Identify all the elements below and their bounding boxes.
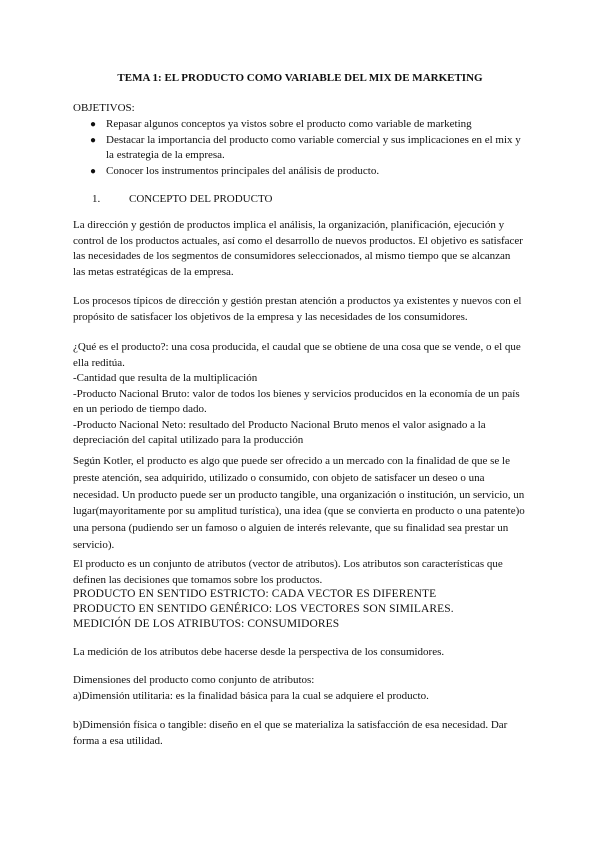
text-line: necesidad. Un producto puede ser un producto tangible, una organización o institución, un servicio, un — [73, 488, 525, 501]
document-title: TEMA 1: EL PRODUCTO COMO VARIABLE DEL MIX DE MARKETING — [117, 72, 483, 84]
objective-text: Destacar la importancia del producto como variable comercial y sus implicaciones en el mix y — [106, 133, 521, 146]
uppercase-statements — [73, 587, 533, 632]
objective-item — [73, 133, 533, 164]
paragraph-kotler — [73, 453, 533, 554]
bullet-icon: ● — [90, 119, 97, 130]
text-line: Según Kotler, el producto es algo que puede ser ofrecido a un mercado con la finalidad de que se le — [73, 455, 510, 467]
text-line: El producto es un conjunto de atributos (vector de atributos). Los atributos son características que — [73, 558, 503, 570]
section-heading — [92, 192, 552, 208]
text-line: en un periodo de tiempo dado. — [73, 403, 207, 415]
text-line: forma a esa utilidad. — [73, 734, 163, 747]
section-number: 1. — [92, 193, 101, 205]
text-line: las necesidades de los segmentos de consumidores seleccionados, al mismo tiempo que se alcanzan — [73, 250, 511, 262]
text-line: definen las decisiones que tomamos sobre los productos. — [73, 573, 323, 586]
text-line: ella reditúa. — [73, 356, 125, 369]
paragraph-fisica — [73, 718, 533, 749]
objective-text: Repasar algunos conceptos ya vistos sobre el producto como variable de marketing — [106, 118, 472, 130]
paragraph-dimensiones — [73, 673, 533, 704]
objectives-list — [73, 117, 533, 179]
objective-item — [73, 117, 533, 133]
objective-item — [73, 164, 533, 180]
text-line: Los procesos típicos de dirección y gestión prestan atención a productos ya existentes y nuevos con el — [73, 295, 522, 307]
bullet-icon: ● — [90, 165, 97, 177]
text-line: las metas estratégicas de la empresa. — [73, 265, 234, 278]
paragraph-que-es — [73, 340, 533, 449]
paragraph-atributos — [73, 557, 533, 588]
text-line: a)Dimensión utilitaria: es la finalidad básica para la cual se adquiere el producto. — [73, 689, 429, 702]
text-line: ¿Qué es el producto?: una cosa producida, el caudal que se obtiene de una cosa que se vende, o el que — [73, 341, 521, 353]
text-line: servicio). — [73, 538, 115, 551]
paragraph-medicion — [73, 645, 533, 661]
text-line: propósito de satisfacer los objetivos de la empresa y las necesidades de los consumidores. — [73, 310, 468, 323]
text-line: b)Dimensión física o tangible: diseño en el que se materializa la satisfacción de esa necesidad. Dar — [73, 719, 508, 731]
text-line: una persona (pudiendo ser un famoso o alguien de interés relevante, que su finalidad sea prestar un — [73, 522, 509, 535]
text-line: -Producto Nacional Neto: resultado del Producto Nacional Bruto menos el valor asignado a la — [73, 418, 486, 431]
text-line: control de los productos actuales, así como el desarrollo de nuevos productos. El objetivo es satisfacer — [73, 234, 523, 247]
text-line: depreciación del capital utilizado para la producción — [73, 434, 304, 446]
objective-text: Conocer los instrumentos principales del análisis de producto. — [106, 164, 380, 177]
text-line: preste atención, sea adquirido, utilizado o consumido, con objeto de satisfacer un deseo o una — [73, 471, 485, 484]
text-line: -Producto Nacional Bruto: valor de todos los bienes y servicios producidos en la economía de un país — [73, 387, 520, 400]
paragraph-direccion — [73, 218, 533, 280]
text-line: -Cantidad que resulta de la multiplicación — [73, 372, 258, 384]
paragraph-procesos — [73, 294, 533, 325]
objective-text: la estrategia de la empresa. — [106, 149, 225, 161]
section-title: CONCEPTO DEL PRODUCTO — [129, 193, 273, 205]
bullet-icon: ● — [90, 134, 97, 146]
text-line: Dimensiones del producto como conjunto de atributos: — [73, 674, 315, 686]
objectives-label: OBJETIVOS: — [73, 102, 135, 114]
text-line: PRODUCTO EN SENTIDO ESTRICTO: CADA VECTOR ES DIFERENTE — [73, 588, 437, 600]
text-line: PRODUCTO EN SENTIDO GENÉRICO: LOS VECTORES SON SIMILARES. — [73, 603, 454, 615]
text-line: lugar(mayoritamente por su amplitud turística), una idea (que se convierta en producto o una patente)o — [73, 505, 525, 518]
text-line: La dirección y gestión de productos implica el análisis, la organización, planificación, ejecución y — [73, 219, 505, 231]
text-line: La medición de los atributos debe hacerse desde la perspectiva de los consumidores. — [73, 646, 445, 658]
text-line: MEDICIÓN DE LOS ATRIBUTOS: CONSUMIDORES — [73, 618, 340, 630]
